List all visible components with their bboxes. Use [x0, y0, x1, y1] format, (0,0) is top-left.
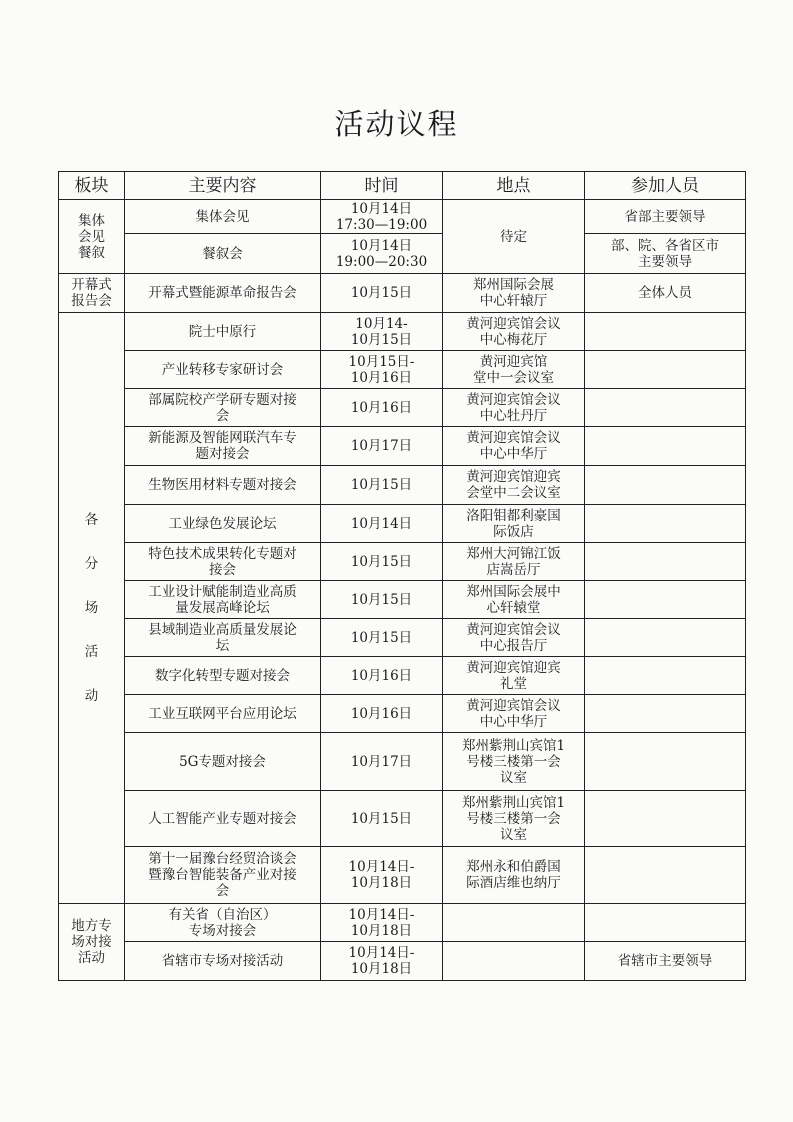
row-people — [585, 847, 746, 904]
row-place: 黄河迎宾馆会议 中心牡丹厅 — [443, 389, 585, 427]
section-sub-char: 动 — [84, 688, 99, 704]
section-sub-char: 各 — [84, 512, 99, 528]
row-time: 10月14日- 10月18日 — [321, 942, 443, 981]
row-place — [443, 904, 585, 942]
row-content: 新能源及智能网联汽车专 题对接会 — [125, 427, 321, 466]
header-cell-place: 地点 — [443, 172, 585, 200]
row-time: 10月14日- 10月18日 — [321, 904, 443, 942]
row-content: 工业设计赋能制造业高质 量发展高峰论坛 — [125, 581, 321, 619]
table-row — [59, 581, 746, 619]
row-content: 生物医用材料专题对接会 — [125, 466, 321, 505]
row-people — [585, 427, 746, 466]
row-people — [585, 313, 746, 351]
row-content: 人工智能产业专题对接会 — [125, 791, 321, 847]
section-opening: 开幕式 报告会 — [59, 274, 125, 313]
row-place: 郑州国际会展 中心轩辕厅 — [443, 274, 585, 313]
table-row — [59, 274, 746, 313]
row-time: 10月17日 — [321, 427, 443, 466]
row-time: 10月15日- 10月16日 — [321, 351, 443, 389]
table-row — [59, 847, 746, 904]
row-content: 集体会见 — [125, 200, 321, 234]
row-content: 省辖市专场对接活动 — [125, 942, 321, 981]
row-people — [585, 791, 746, 847]
row-people — [585, 904, 746, 942]
row-time: 10月15日 — [321, 791, 443, 847]
table-row — [59, 695, 746, 733]
row-content: 餐叙会 — [125, 234, 321, 274]
row-place: 郑州永和伯爵国 际酒店维也纳厅 — [443, 847, 585, 904]
row-place: 黄河迎宾馆会议 中心报告厅 — [443, 619, 585, 657]
agenda-table — [58, 171, 746, 981]
row-time: 10月15日 — [321, 466, 443, 505]
row-content: 院士中原行 — [125, 313, 321, 351]
table-row — [59, 234, 746, 274]
section-sub-char: 分 — [84, 556, 99, 572]
row-content: 第十一届豫台经贸洽谈会 暨豫台智能装备产业对接 会 — [125, 847, 321, 904]
row-content: 5G专题对接会 — [125, 733, 321, 791]
row-content: 产业转移专家研讨会 — [125, 351, 321, 389]
row-content: 工业互联网平台应用论坛 — [125, 695, 321, 733]
row-place: 黄河迎宾馆会议 中心中华厅 — [443, 695, 585, 733]
section-sub-char: 场 — [84, 600, 99, 616]
row-place: 洛阳钼都利豪国 际饭店 — [443, 505, 585, 543]
row-people: 全体人员 — [585, 274, 746, 313]
row-content: 部属院校产学研专题对接 会 — [125, 389, 321, 427]
header-row — [59, 172, 746, 200]
row-place — [443, 942, 585, 981]
section-sub-activities — [59, 313, 125, 904]
table-row — [59, 733, 746, 791]
row-time: 10月15日 — [321, 543, 443, 581]
row-time: 10月15日 — [321, 274, 443, 313]
row-time: 10月16日 — [321, 389, 443, 427]
row-people — [585, 657, 746, 695]
row-time: 10月17日 — [321, 733, 443, 791]
table-row — [59, 351, 746, 389]
row-people — [585, 389, 746, 427]
row-people — [585, 351, 746, 389]
table-row — [59, 427, 746, 466]
table-row — [59, 466, 746, 505]
row-time: 10月14日- 10月18日 — [321, 847, 443, 904]
row-place: 待定 — [443, 200, 585, 274]
section-local: 地方专 场对接 活动 — [59, 904, 125, 981]
row-people — [585, 695, 746, 733]
row-place: 黄河迎宾馆会议 中心中华厅 — [443, 427, 585, 466]
row-content: 开幕式暨能源革命报告会 — [125, 274, 321, 313]
row-time: 10月15日 — [321, 619, 443, 657]
row-place: 黄河迎宾馆迎宾 礼堂 — [443, 657, 585, 695]
row-time: 10月15日 — [321, 581, 443, 619]
table-row — [59, 200, 746, 234]
row-people: 省辖市主要领导 — [585, 942, 746, 981]
row-place: 郑州紫荆山宾馆1 号楼三楼第一会 议室 — [443, 733, 585, 791]
section-meet: 集体 会见 餐叙 — [59, 200, 125, 274]
header-cell-time: 时间 — [321, 172, 443, 200]
row-people — [585, 466, 746, 505]
row-place: 黄河迎宾馆迎宾 会堂中二会议室 — [443, 466, 585, 505]
row-content: 数字化转型专题对接会 — [125, 657, 321, 695]
row-time: 10月16日 — [321, 657, 443, 695]
row-people — [585, 581, 746, 619]
table-row — [59, 619, 746, 657]
row-content: 特色技术成果转化专题对 接会 — [125, 543, 321, 581]
row-place: 黄河迎宾馆 堂中一会议室 — [443, 351, 585, 389]
row-people: 省部主要领导 — [585, 200, 746, 234]
header-cell-content: 主要内容 — [125, 172, 321, 200]
table-row — [59, 505, 746, 543]
row-people: 部、院、各省区市 主要领导 — [585, 234, 746, 274]
row-people — [585, 733, 746, 791]
row-place: 郑州国际会展中 心轩辕堂 — [443, 581, 585, 619]
header-cell-block: 板块 — [59, 172, 125, 200]
row-content: 工业绿色发展论坛 — [125, 505, 321, 543]
table-row — [59, 389, 746, 427]
table-row — [59, 313, 746, 351]
row-place: 郑州紫荆山宾馆1 号楼三楼第一会 议室 — [443, 791, 585, 847]
section-sub-char: 活 — [84, 644, 99, 660]
table-row — [59, 791, 746, 847]
row-people — [585, 543, 746, 581]
table-row — [59, 904, 746, 942]
table-row — [59, 942, 746, 981]
row-time: 10月14日 17:30—19:00 — [321, 200, 443, 234]
row-people — [585, 505, 746, 543]
row-place: 黄河迎宾馆会议 中心梅花厅 — [443, 313, 585, 351]
page-title: 活动议程 — [334, 107, 459, 141]
row-time: 10月14日 19:00—20:30 — [321, 234, 443, 274]
row-time: 10月14日 — [321, 505, 443, 543]
header-cell-people: 参加人员 — [585, 172, 746, 200]
row-content: 有关省（自治区） 专场对接会 — [125, 904, 321, 942]
table-row — [59, 543, 746, 581]
row-content: 县域制造业高质量发展论 坛 — [125, 619, 321, 657]
row-time: 10月14- 10月15日 — [321, 313, 443, 351]
row-place: 郑州大河锦江饭 店嵩岳厅 — [443, 543, 585, 581]
row-time: 10月16日 — [321, 695, 443, 733]
table-row — [59, 657, 746, 695]
row-people — [585, 619, 746, 657]
